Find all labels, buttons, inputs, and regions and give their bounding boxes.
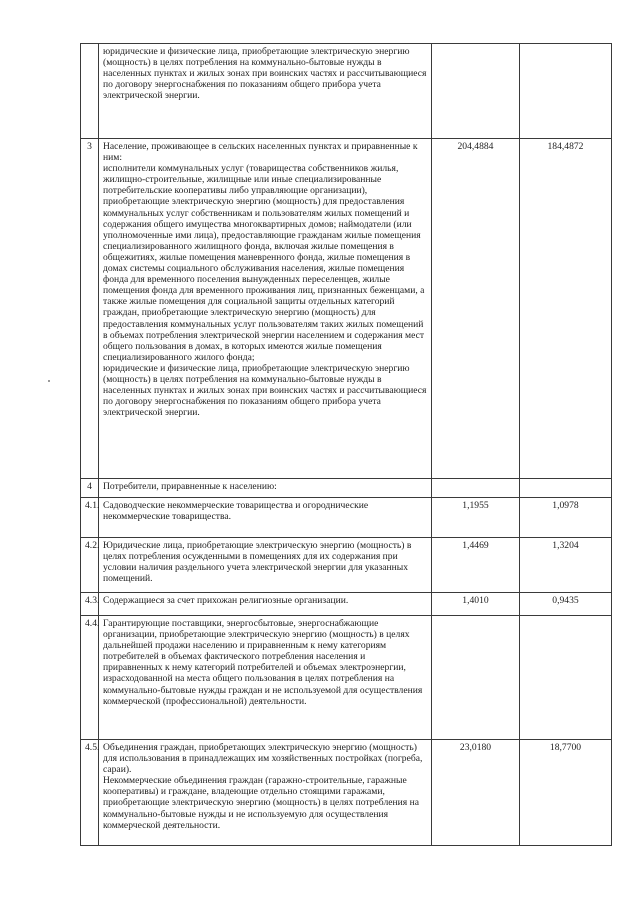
tariff-table (80, 43, 612, 846)
value-cell-1: 1,4469 (432, 538, 520, 593)
row-number (81, 44, 99, 139)
description-paragraph: Садоводческие некоммерческие товарищества и огороднические некоммерческие товарищества. (103, 500, 369, 523)
table-row (81, 616, 612, 740)
row-number: 4 (81, 479, 99, 498)
value-cell-2 (520, 616, 612, 740)
row-description (99, 498, 432, 538)
value-cell-1: 204,4884 (432, 139, 520, 479)
row-description (99, 44, 432, 139)
value-cell-2: 18,7700 (520, 740, 612, 846)
row-number: 3 (81, 139, 99, 479)
description-paragraph: Гарантирующие поставщики, энергосбытовые, энергоснабжающие организации, приобретающие электрическую энергию (мощность) в целях дальнейшей продажи населению и приравненным к нему категориям потребителей в объемах фактического потребления населения и приравненных к нему категорий потребителей и объемах электроэнергии, израсходованной на места общего пользования в целях потребления на коммунально-бытовые нужды граждан и не используемой для осуществления коммерческой (профессиональной) деятельности. (103, 618, 423, 707)
row-description (99, 139, 432, 479)
description-paragraph: Объединения граждан, приобретающих электрическую энергию (мощность) для использования в принадлежащих им хозяйственных постройках (погреба, сараи). (103, 742, 423, 776)
description-paragraph: Потребители, приравненные к населению: (103, 481, 277, 492)
row-number: 4.1. (81, 498, 99, 538)
row-number: 4.5. (81, 740, 99, 846)
description-paragraph: юридические и физические лица, приобретающие электрическую энергию (мощность) в целях потребления на коммунально-бытовые нужды в населенных пунктах и жилых зонах при воинских частях и рассчитывающиеся по договору энергоснабжения по показаниям общего прибора учета электрической энергии. (103, 46, 427, 102)
table-row (81, 139, 612, 479)
value-cell-2 (520, 479, 612, 498)
row-number: 4.4. (81, 616, 99, 740)
tariff-table-body (81, 44, 612, 846)
table-row (81, 538, 612, 593)
value-cell-1: 1,1955 (432, 498, 520, 538)
value-cell-1: 1,4010 (432, 593, 520, 616)
table-row (81, 498, 612, 538)
description-paragraph: Некоммерческие объединения граждан (гаражно-строительные, гаражные кооперативы) и граждане, владеющие отдельно стоящими гаражами, приобретающие электрическую энергию (мощность) в целях потребления на коммунально-бытовые нужды и не используемую для осуществления коммерческой деятельности. (103, 775, 419, 831)
value-cell-1: 23,0180 (432, 740, 520, 846)
row-number: 4.3. (81, 593, 99, 616)
value-cell-1 (432, 479, 520, 498)
value-cell-2: 1,3204 (520, 538, 612, 593)
description-paragraph: Содержащиеся за счет прихожан религиозные организации. (103, 595, 349, 606)
row-number: 4.2. (81, 538, 99, 593)
value-cell-1 (432, 44, 520, 139)
table-row (81, 479, 612, 498)
row-description (99, 593, 432, 616)
description-paragraph: Население, проживающее в сельских населенных пунктах и приравненные к ним: (103, 141, 418, 164)
row-description (99, 616, 432, 740)
table-row (81, 593, 612, 616)
value-cell-2 (520, 44, 612, 139)
value-cell-2: 0,9435 (520, 593, 612, 616)
description-paragraph: исполнители коммунальных услуг (товарищества собственников жилья, жилищно-строительные, жилищные или иные специализированные потребительские кооперативы либо управляющие организации), приобретающие электрическую энергию (мощность) для предоставления коммунальных услуг собственникам и пользователям жилых помещений и содержания общего имущества многоквартирных домов; наймодатели (или уполномоченные ими лица), предоставляющие гражданам жилые помещения специализированного жилищного фонда, включая жилые помещения в общежитиях, жилые помещения маневренного фонда, жилые помещения в домах системы социального обслуживания населения, жилые помещения фонда для временного поселения вынужденных переселенцев, жилые помещения фонда для временного проживания лиц, признанных беженцами, а также жилые помещения для социальной защиты отдельных категорий граждан, приобретающие электрическую энергию (мощность) для предоставления коммунальных услуг пользователям таких жилых помещений в объемах потребления электрической энергии населением и содержания мест общего пользования в домах, в которых имеются жилые помещения специализированного жилого фонда; (103, 163, 425, 363)
row-description (99, 538, 432, 593)
value-cell-1 (432, 616, 520, 740)
scan-speck (48, 380, 50, 382)
value-cell-2: 1,0978 (520, 498, 612, 538)
description-paragraph: юридические и физические лица, приобретающие электрическую энергию (мощность) в целях потребления на коммунально-бытовые нужды в населенных пунктах и жилых зонах при воинских частях и рассчитывающиеся по договору энергоснабжения по показаниям общего прибора учета электрической энергии. (103, 362, 427, 419)
table-row (81, 44, 612, 139)
description-paragraph: Юридические лица, приобретающие электрическую энергию (мощность) в целях потребления осужденными в помещениях для их содержания при условии наличия раздельного учета электрической энергии для указанных помещений. (103, 540, 412, 585)
value-cell-2: 184,4872 (520, 139, 612, 479)
row-description (99, 740, 432, 846)
row-description (99, 479, 432, 498)
table-row (81, 740, 612, 846)
